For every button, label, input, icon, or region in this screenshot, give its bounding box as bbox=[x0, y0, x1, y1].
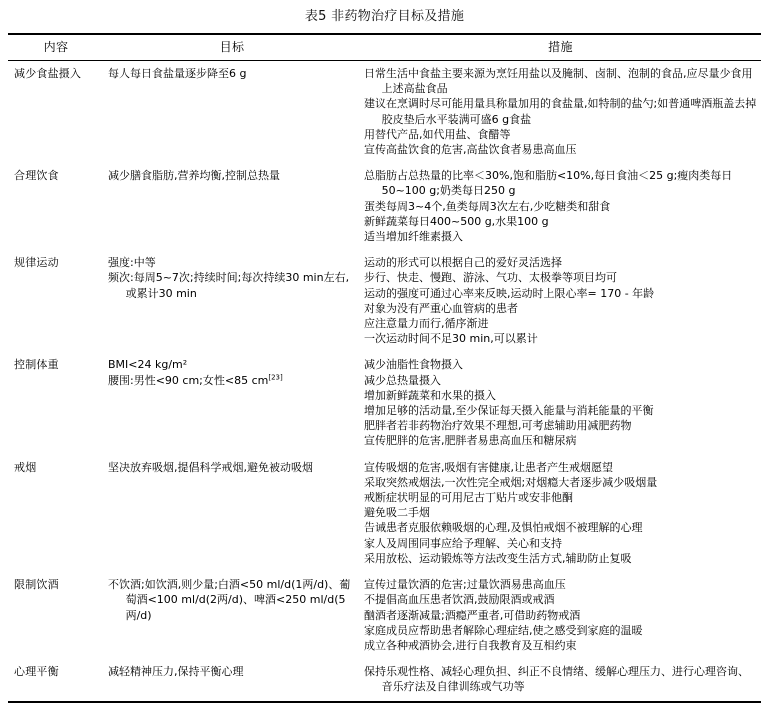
table-row bbox=[8, 250, 761, 352]
measure-line: 应注意量力而行,循序渐进 bbox=[364, 317, 489, 331]
goal-line: 减少膳食脂肪,营养均衡,控制总热量 bbox=[108, 169, 280, 183]
measure-line: 家庭成员应帮助患者解除心理症结,使之感受到家庭的温暖 bbox=[364, 623, 643, 637]
cell-goal bbox=[104, 250, 360, 352]
measure-line: 不提倡高血压患者饮酒,鼓励限酒或戒酒 bbox=[364, 593, 555, 607]
measure-line: 酗酒者逐渐减量;酒瘾严重者,可借助药物戒酒 bbox=[364, 608, 581, 622]
measure-line: 宣传吸烟的危害,吸烟有害健康,让患者产生戒烟愿望 bbox=[364, 460, 613, 474]
column-header-measures: 措施 bbox=[548, 40, 573, 54]
goal-line: BMI<24 kg/m² bbox=[108, 358, 188, 372]
measure-line: 适当增加纤维素摄入 bbox=[364, 230, 463, 244]
cell-content: 限制饮酒 bbox=[14, 578, 59, 592]
measure-line: 增加足够的活动量,至少保证每天摄入能量与消耗能量的平衡 bbox=[364, 404, 654, 418]
measure-line: 告诫患者克服依赖吸烟的心理,及惧怕戒烟不被理解的心理 bbox=[364, 521, 643, 535]
measure-line: 对象为没有严重心血管病的患者 bbox=[364, 301, 518, 315]
measure-line: 新鲜蔬菜每日400~500 g,水果100 g bbox=[364, 214, 549, 228]
cell-goal bbox=[104, 163, 360, 250]
measure-line: 减少油脂性食物摄入 bbox=[364, 358, 463, 372]
cell-measures bbox=[360, 163, 761, 250]
cell-goal bbox=[104, 572, 360, 659]
cell-goal bbox=[104, 352, 360, 454]
table-caption-text: 表5 非药物治疗目标及措施 bbox=[304, 9, 465, 24]
table-row bbox=[8, 455, 761, 572]
measure-line: 日常生活中食盐主要来源为烹饪用盐以及腌制、卤制、泡制的食品,应尽量少食用上述高盐食品 bbox=[364, 67, 753, 96]
cell-content: 心理平衡 bbox=[14, 665, 59, 679]
measure-line: 增加新鲜蔬菜和水果的摄入 bbox=[364, 388, 496, 402]
measure-line: 步行、快走、慢跑、游泳、气功、太极拳等项目均可 bbox=[364, 271, 617, 285]
cell-measures bbox=[360, 572, 761, 659]
goal-line: 不饮酒;如饮酒,则少量;白酒<50 ml/d(1两/d)、葡萄酒<100 ml/d(2两/d)、啤酒<250 ml/d(5两/d) bbox=[108, 578, 351, 622]
table-row bbox=[8, 163, 761, 250]
measure-line: 建议在烹调时尽可能用量具称量加用的食盐量,如特制的盐勺;如普通啤酒瓶盖去掉胶皮垫后水平装满可盛6 g食盐 bbox=[364, 97, 757, 126]
table-caption bbox=[8, 0, 761, 33]
measure-line: 保持乐观性格、减轻心理负担、纠正不良情绪、缓解心理压力、进行心理咨询、音乐疗法及自律训练或气功等 bbox=[364, 665, 749, 694]
cell-measures bbox=[360, 659, 761, 700]
table-header-row bbox=[8, 34, 761, 61]
cell-content: 规律运动 bbox=[14, 256, 59, 270]
table-header bbox=[8, 34, 761, 61]
cell-measures bbox=[360, 352, 761, 454]
measure-line: 一次运动时间不足30 min,可以累计 bbox=[364, 332, 538, 346]
measure-line: 减少总热量摄入 bbox=[364, 373, 441, 387]
cell-measures bbox=[360, 455, 761, 572]
cell-content: 控制体重 bbox=[14, 358, 59, 372]
table-body bbox=[8, 61, 761, 701]
measure-line: 宣传肥胖的危害,肥胖者易患高血压和糖尿病 bbox=[364, 434, 577, 448]
measure-line: 蛋类每周3~4个,鱼类每周3次左右,少吃糖类和甜食 bbox=[364, 199, 611, 213]
measure-line: 宣传高盐饮食的危害,高盐饮食者易患高血压 bbox=[364, 143, 577, 157]
cell-content: 戒烟 bbox=[14, 460, 37, 474]
measure-line: 家人及周围同事应给予理解、关心和支持 bbox=[364, 536, 562, 550]
table-bottom-rule bbox=[8, 701, 761, 703]
column-header-content: 内容 bbox=[43, 40, 69, 54]
measure-line: 采取突然戒烟法,一次性完全戒烟;对烟瘾大者逐步减少吸烟量 bbox=[364, 475, 658, 489]
cell-goal bbox=[104, 455, 360, 572]
measure-line: 采用放松、运动锻炼等方法改变生活方式,辅助防止复吸 bbox=[364, 551, 632, 565]
goal-line: 强度:中等 bbox=[108, 256, 156, 270]
column-header-goal: 目标 bbox=[219, 40, 245, 54]
measure-line: 避免吸二手烟 bbox=[364, 506, 430, 520]
measure-line: 总脂肪占总热量的比率＜30%,饱和脂肪<10%,每日食油＜25 g;瘦肉类每日50~100 g;奶类每日250 g bbox=[364, 169, 733, 198]
measure-line: 运动的形式可以根据自己的爱好灵活选择 bbox=[364, 256, 562, 270]
cell-goal bbox=[104, 61, 360, 164]
goal-line: 减轻精神压力,保持平衡心理 bbox=[108, 665, 244, 679]
cell-measures bbox=[360, 61, 761, 164]
measure-line: 肥胖者若非药物治疗效果不理想,可考虑辅助用减肥药物 bbox=[364, 419, 632, 433]
table-row bbox=[8, 659, 761, 700]
cell-content: 合理饮食 bbox=[14, 169, 59, 183]
cell-content: 减少食盐摄入 bbox=[14, 67, 82, 80]
cell-goal bbox=[104, 659, 360, 700]
measure-line: 戒断症状明显的可用尼古丁贴片或安非他酮 bbox=[364, 491, 573, 505]
measure-line: 用替代产品,如代用盐、食醋等 bbox=[364, 127, 511, 141]
non-drug-therapy-table bbox=[8, 33, 761, 701]
goal-line: 腰围:男性<90 cm;女性<85 cm[23] bbox=[108, 373, 283, 387]
table-row bbox=[8, 61, 761, 164]
measure-line: 宣传过量饮酒的危害;过量饮酒易患高血压 bbox=[364, 578, 566, 592]
cell-measures bbox=[360, 250, 761, 352]
table-row bbox=[8, 352, 761, 454]
goal-line: 坚决放弃吸烟,提倡科学戒烟,避免被动吸烟 bbox=[108, 460, 313, 474]
measure-line: 成立各种戒酒协会,进行自我教育及互相约束 bbox=[364, 638, 577, 652]
table-row bbox=[8, 572, 761, 659]
measure-line: 运动的强度可通过心率来反映,运动时上限心率= 170 - 年龄 bbox=[364, 286, 655, 300]
goal-line: 频次:每周5~7次;持续时间;每次持续30 min左右,或累计30 min bbox=[108, 271, 350, 300]
citation-reference: [23] bbox=[268, 373, 283, 381]
goal-line: 每人每日食盐量逐步降至6 g bbox=[108, 67, 247, 80]
